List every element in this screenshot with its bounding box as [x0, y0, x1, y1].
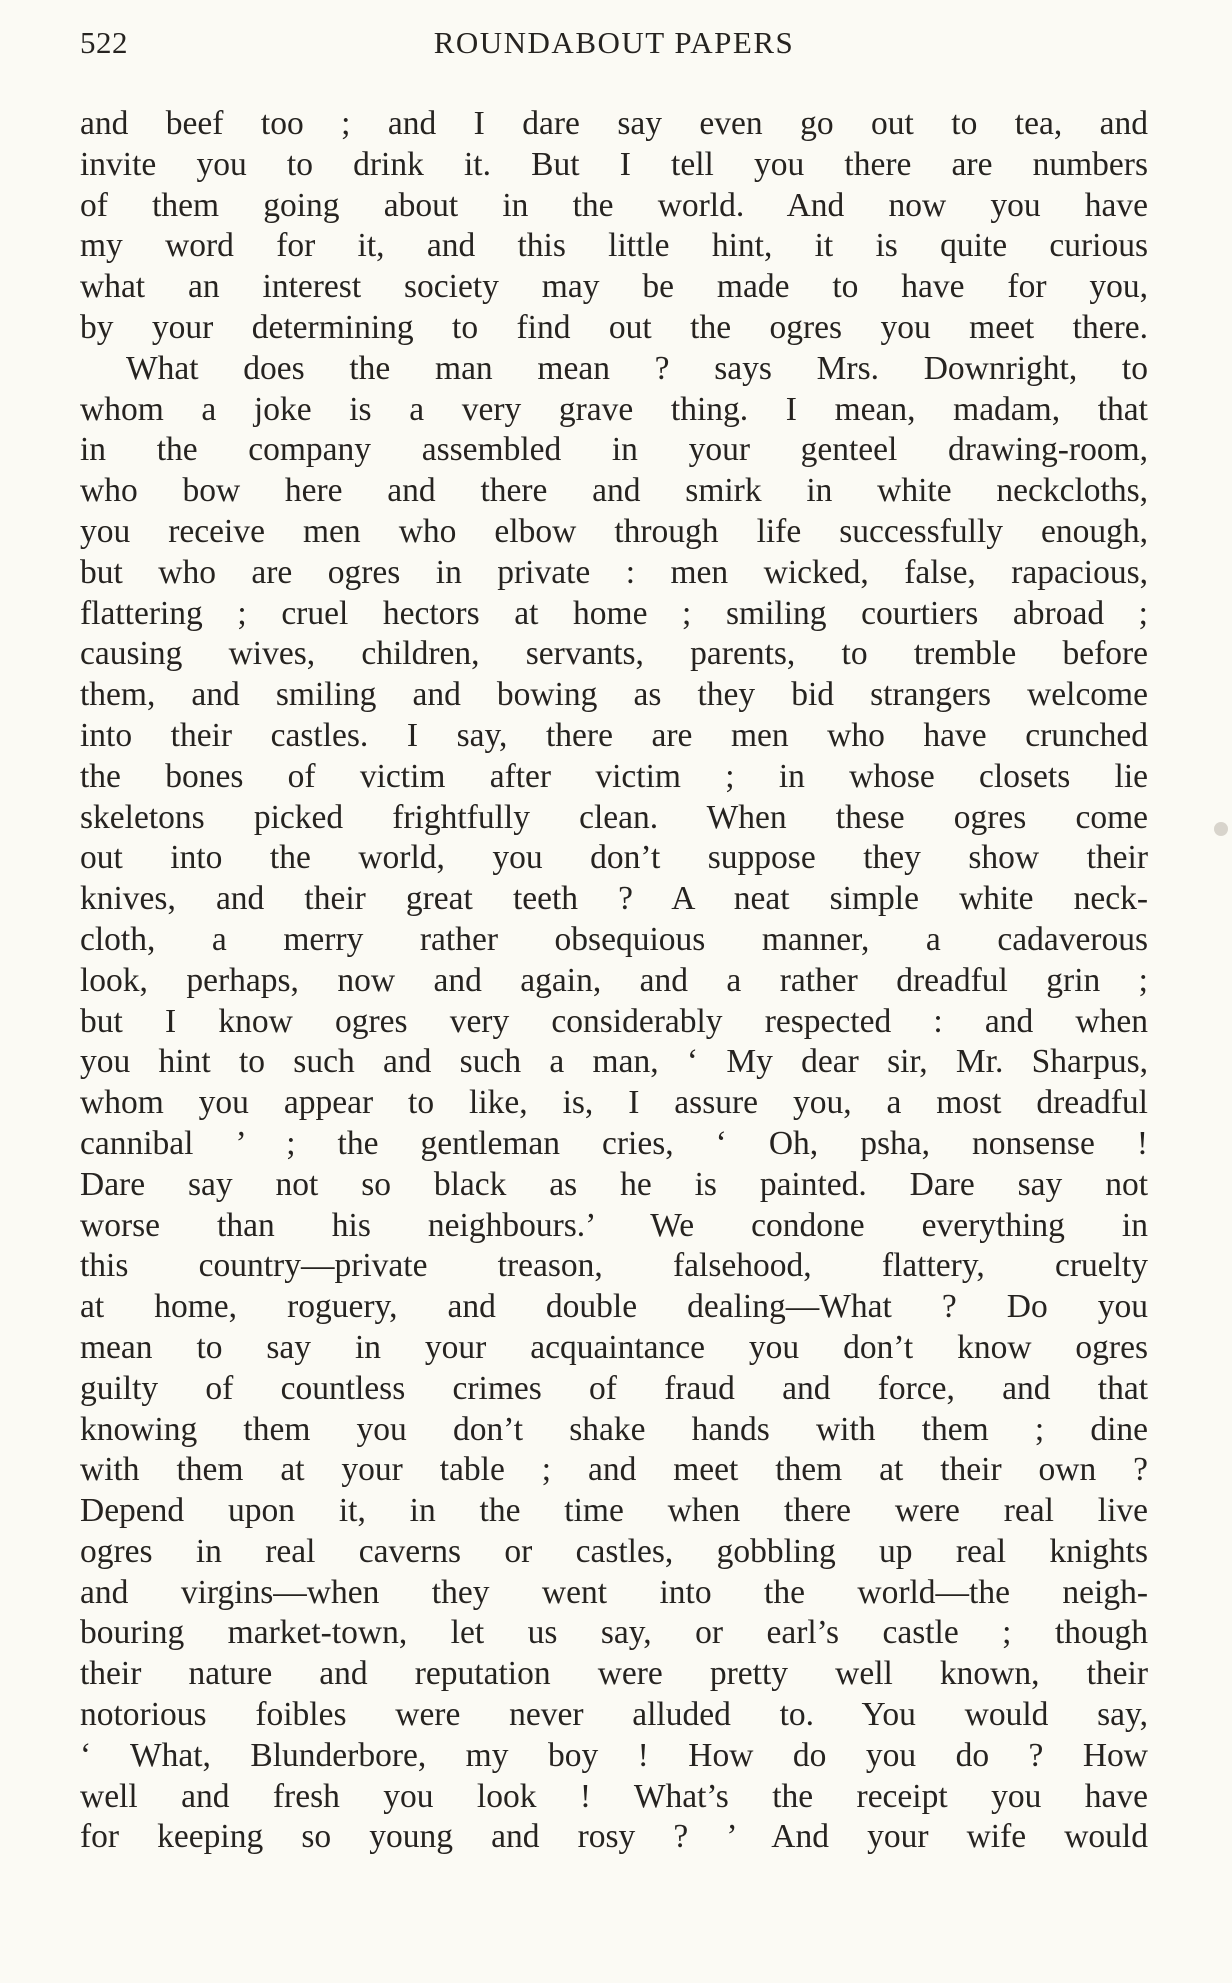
text-line: you receive men who elbow through life successfully enough,	[80, 512, 1148, 550]
text-line: flattering ; cruel hectors at home ; smiling courtiers abroad ;	[80, 594, 1148, 632]
text-line: and virgins—when they went into the world—the neigh-	[80, 1573, 1148, 1611]
paper-blemish	[1214, 822, 1228, 836]
running-title: ROUNDABOUT PAPERS	[433, 25, 795, 60]
text-line: in the company assembled in your genteel drawing-room,	[80, 431, 1148, 469]
text-line: but who are ogres in private : men wicked, false, rapacious,	[80, 553, 1148, 591]
text-line: you hint to such and such a man, ‘ My dear sir, Mr. Sharpus,	[80, 1043, 1148, 1081]
text-line: knowing them you don’t shake hands with them ; dine	[80, 1410, 1148, 1448]
text-line: whom you appear to like, is, I assure you, a most dreadful	[80, 1084, 1148, 1122]
text-line: Dare say not so black as he is painted. Dare say not	[80, 1165, 1148, 1203]
text-line: who bow here and there and smirk in white neckcloths,	[80, 472, 1148, 510]
text-line: invite you to drink it. But I tell you there are numbers	[80, 145, 1148, 183]
text-line: this country—private treason, falsehood, flattery, cruelty	[80, 1247, 1148, 1285]
text-line: into their castles. I say, there are men who have crunched	[80, 716, 1148, 754]
text-line: skeletons picked frightfully clean. When these ogres come	[80, 798, 1148, 836]
text-line: well and fresh you look ! What’s the receipt you have	[80, 1777, 1148, 1815]
text-line: them, and smiling and bowing as they bid strangers welcome	[80, 676, 1148, 714]
text-line: guilty of countless crimes of fraud and force, and that	[80, 1369, 1148, 1407]
text-line: of them going about in the world. And now you have	[80, 186, 1148, 224]
text-line: with them at your table ; and meet them at their own ?	[80, 1451, 1148, 1489]
text-line: ogres in real caverns or castles, gobbling up real knights	[80, 1532, 1148, 1570]
text-line: out into the world, you don’t suppose they show their	[80, 839, 1148, 877]
page-header	[80, 25, 1148, 75]
text-line: notorious foibles were never alluded to. You would say,	[80, 1696, 1148, 1734]
text-line: worse than his neighbours.’ We condone everything in	[80, 1206, 1148, 1244]
text-line: what an interest society may be made to have for you,	[80, 268, 1148, 306]
text-line: cannibal ’ ; the gentleman cries, ‘ Oh, psha, nonsense !	[80, 1124, 1148, 1162]
page-number: 522	[80, 25, 128, 60]
text-line: whom a joke is a very grave thing. I mean, madam, that	[80, 390, 1148, 428]
text-line: but I know ogres very considerably respected : and when	[80, 1002, 1148, 1040]
text-line: knives, and their great teeth ? A neat simple white neck-	[80, 880, 1148, 918]
text-line: and beef too ; and I dare say even go out to tea, and	[80, 105, 1148, 142]
text-line: mean to say in your acquaintance you don’t know ogres	[80, 1328, 1148, 1366]
text-line: by your determining to find out the ogres you meet there.	[80, 308, 1148, 346]
text-line: bouring market-town, let us say, or earl’s castle ; though	[80, 1614, 1148, 1652]
text-line: at home, roguery, and double dealing—What ? Do you	[80, 1288, 1148, 1326]
text-line: Depend upon it, in the time when there were real live	[80, 1492, 1148, 1530]
text-line: causing wives, children, servants, parents, to tremble before	[80, 635, 1148, 673]
text-line: the bones of victim after victim ; in whose closets lie	[80, 757, 1148, 795]
body-text	[80, 104, 1148, 1858]
text-line: What does the man mean ? says Mrs. Downright, to	[126, 349, 1148, 387]
text-line: their nature and reputation were pretty well known, their	[80, 1655, 1148, 1693]
text-line: cloth, a merry rather obsequious manner, a cadaverous	[80, 920, 1148, 958]
text-line: my word for it, and this little hint, it is quite curious	[80, 227, 1148, 265]
text-line: for keeping so young and rosy ? ’ And your wife would	[80, 1818, 1148, 1856]
text-line: ‘ What, Blunderbore, my boy ! How do you do ? How	[80, 1736, 1148, 1774]
text-line: look, perhaps, now and again, and a rather dreadful grin ;	[80, 961, 1148, 999]
